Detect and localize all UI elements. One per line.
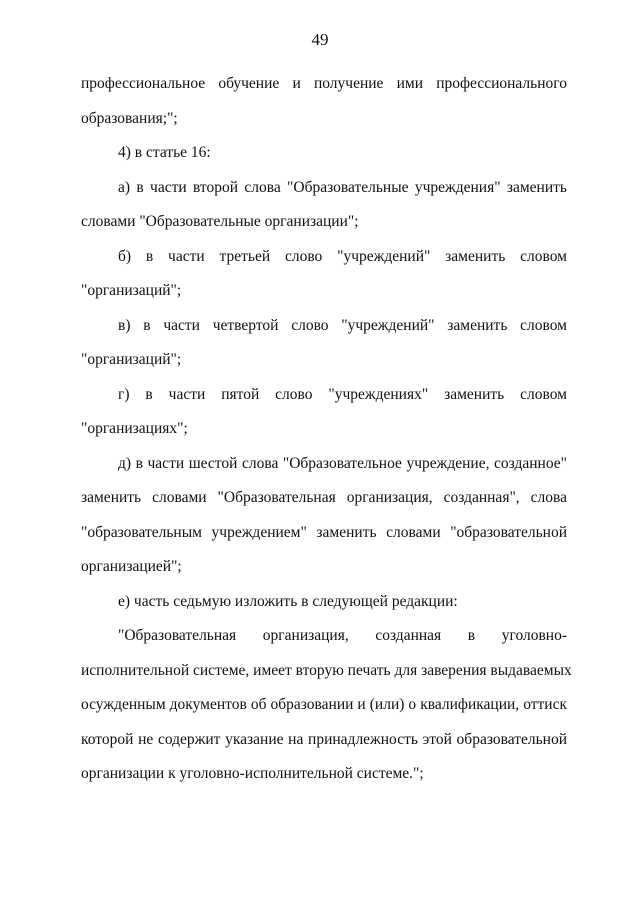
- paragraph-2: [81, 136, 567, 171]
- page-number: 49: [311, 30, 329, 49]
- paragraph-1: [81, 67, 567, 136]
- text-line: словами "Образовательные организации";: [81, 213, 359, 230]
- paragraph-7: [81, 447, 567, 585]
- text-line: организацией";: [81, 558, 182, 575]
- paragraph-5: [81, 309, 567, 378]
- paragraph-8: [81, 585, 567, 620]
- text-line: а) в части второй слова "Образовательные учреждения" заменить: [118, 178, 567, 196]
- paragraph-3: [81, 171, 567, 240]
- text-line: профессиональное обучение и получение ими профессионального: [81, 75, 567, 92]
- text-line: 4) в статье 16:: [118, 144, 211, 161]
- paragraph-4: [81, 240, 567, 309]
- document-body: [81, 67, 572, 792]
- text-line: которой не содержит указание на принадлежность этой образовательной: [81, 730, 567, 748]
- text-line: е) часть седьмую изложить в следующей редакции:: [118, 592, 458, 610]
- paragraph-6: [81, 378, 567, 447]
- text-line: "организаций";: [81, 282, 182, 299]
- text-line: "организациях";: [81, 420, 188, 437]
- text-line: "Образовательная организация, созданная в уголовно-: [118, 627, 567, 644]
- text-line: б) в части третьей слово "учреждений" заменить словом: [118, 247, 567, 265]
- text-line: "образовательным учреждением" заменить словами "образовательной: [81, 523, 567, 541]
- text-line: исполнительной системе, имеет вторую печать для заверения выдаваемых: [81, 661, 572, 679]
- paragraph-9: [81, 619, 572, 792]
- text-line: д) в части шестой слова "Образовательное учреждение, созданное": [118, 454, 567, 472]
- text-line: организации к уголовно-исполнительной системе.";: [81, 765, 424, 782]
- text-line: образования;";: [81, 109, 178, 127]
- text-line: "организаций";: [81, 351, 182, 368]
- text-line: заменить словами "Образовательная организация, созданная", слова: [81, 489, 567, 506]
- text-line: осужденным документов об образовании и (или) о квалификации, оттиск: [81, 696, 567, 713]
- text-line: в) в части четвертой слово "учреждений" заменить словом: [118, 316, 567, 334]
- text-line: г) в части пятой слово "учреждениях" заменить словом: [118, 385, 567, 403]
